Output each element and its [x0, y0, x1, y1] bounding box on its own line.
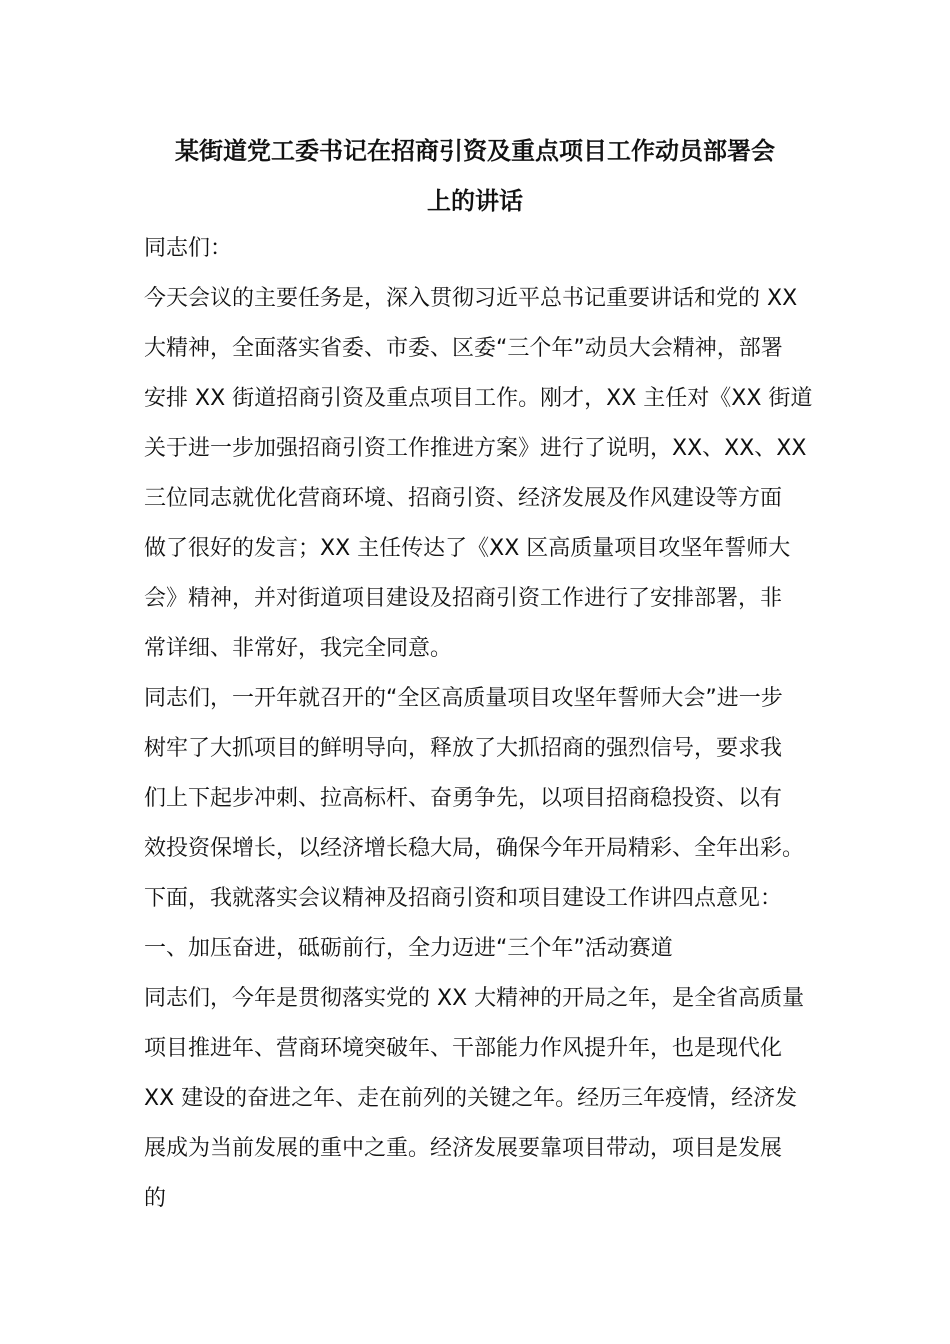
paragraph-line: 做了很好的发言；XX 主任传达了《XX 区高质量项目攻坚年誓师大 [144, 536, 791, 561]
paragraph-line: 三位同志就优化营商环境、招商引资、经济发展及作风建设等方面 [144, 486, 783, 511]
paragraph-line: 们上下起步冲刺、拉高标杆、奋勇争先，以项目招商稳投资、以有 [144, 786, 783, 811]
paragraph-line: 的 [144, 1186, 167, 1211]
document-title-line-2: 上的讲话 [427, 187, 523, 215]
paragraph-line: 安排 XX 街道招商引资及重点项目工作。刚才，XX 主任对《XX 街道 [144, 386, 813, 411]
document-title-line-1: 某街道党工委书记在招商引资及重点项目工作动员部署会 [175, 137, 775, 165]
paragraph-line: 同志们，一开年就召开的“全区高质量项目攻坚年誓师大会”进一步 [144, 686, 783, 711]
section-heading: 一、加压奋进，砥砺前行，全力迈进“三个年”活动赛道 [144, 936, 673, 961]
paragraph-line: 项目推进年、营商环境突破年、干部能力作风提升年，也是现代化 [144, 1036, 783, 1061]
paragraph-line: XX 建设的奋进之年、走在前列的关键之年。经历三年疫情，经济发 [144, 1086, 798, 1111]
paragraph-line: 关于进一步加强招商引资工作推进方案》进行了说明，XX、XX、XX [144, 436, 807, 461]
paragraph-line: 树牢了大抓项目的鲜明导向，释放了大抓招商的强烈信号，要求我 [144, 736, 783, 761]
paragraph-line: 效投资保增长，以经济增长稳大局，确保今年开局精彩、全年出彩。 [144, 836, 805, 861]
paragraph-line: 今天会议的主要任务是，深入贯彻习近平总书记重要讲话和党的 XX [144, 286, 798, 311]
paragraph-line: 展成为当前发展的重中之重。经济发展要靠项目带动，项目是发展 [144, 1136, 783, 1161]
paragraph-line: 大精神，全面落实省委、市委、区委“三个年”动员大会精神，部署 [144, 336, 783, 361]
paragraph-line: 同志们，今年是贯彻落实党的 XX 大精神的开局之年，是全省高质量 [144, 986, 805, 1011]
paragraph-line: 常详细、非常好，我完全同意。 [144, 636, 453, 661]
paragraph-line: 同志们： [144, 236, 233, 261]
paragraph-line: 会》精神，并对街道项目建设及招商引资工作进行了安排部署，非 [144, 586, 783, 611]
paragraph-line: 下面，我就落实会议精神及招商引资和项目建设工作讲四点意见： [144, 886, 783, 911]
